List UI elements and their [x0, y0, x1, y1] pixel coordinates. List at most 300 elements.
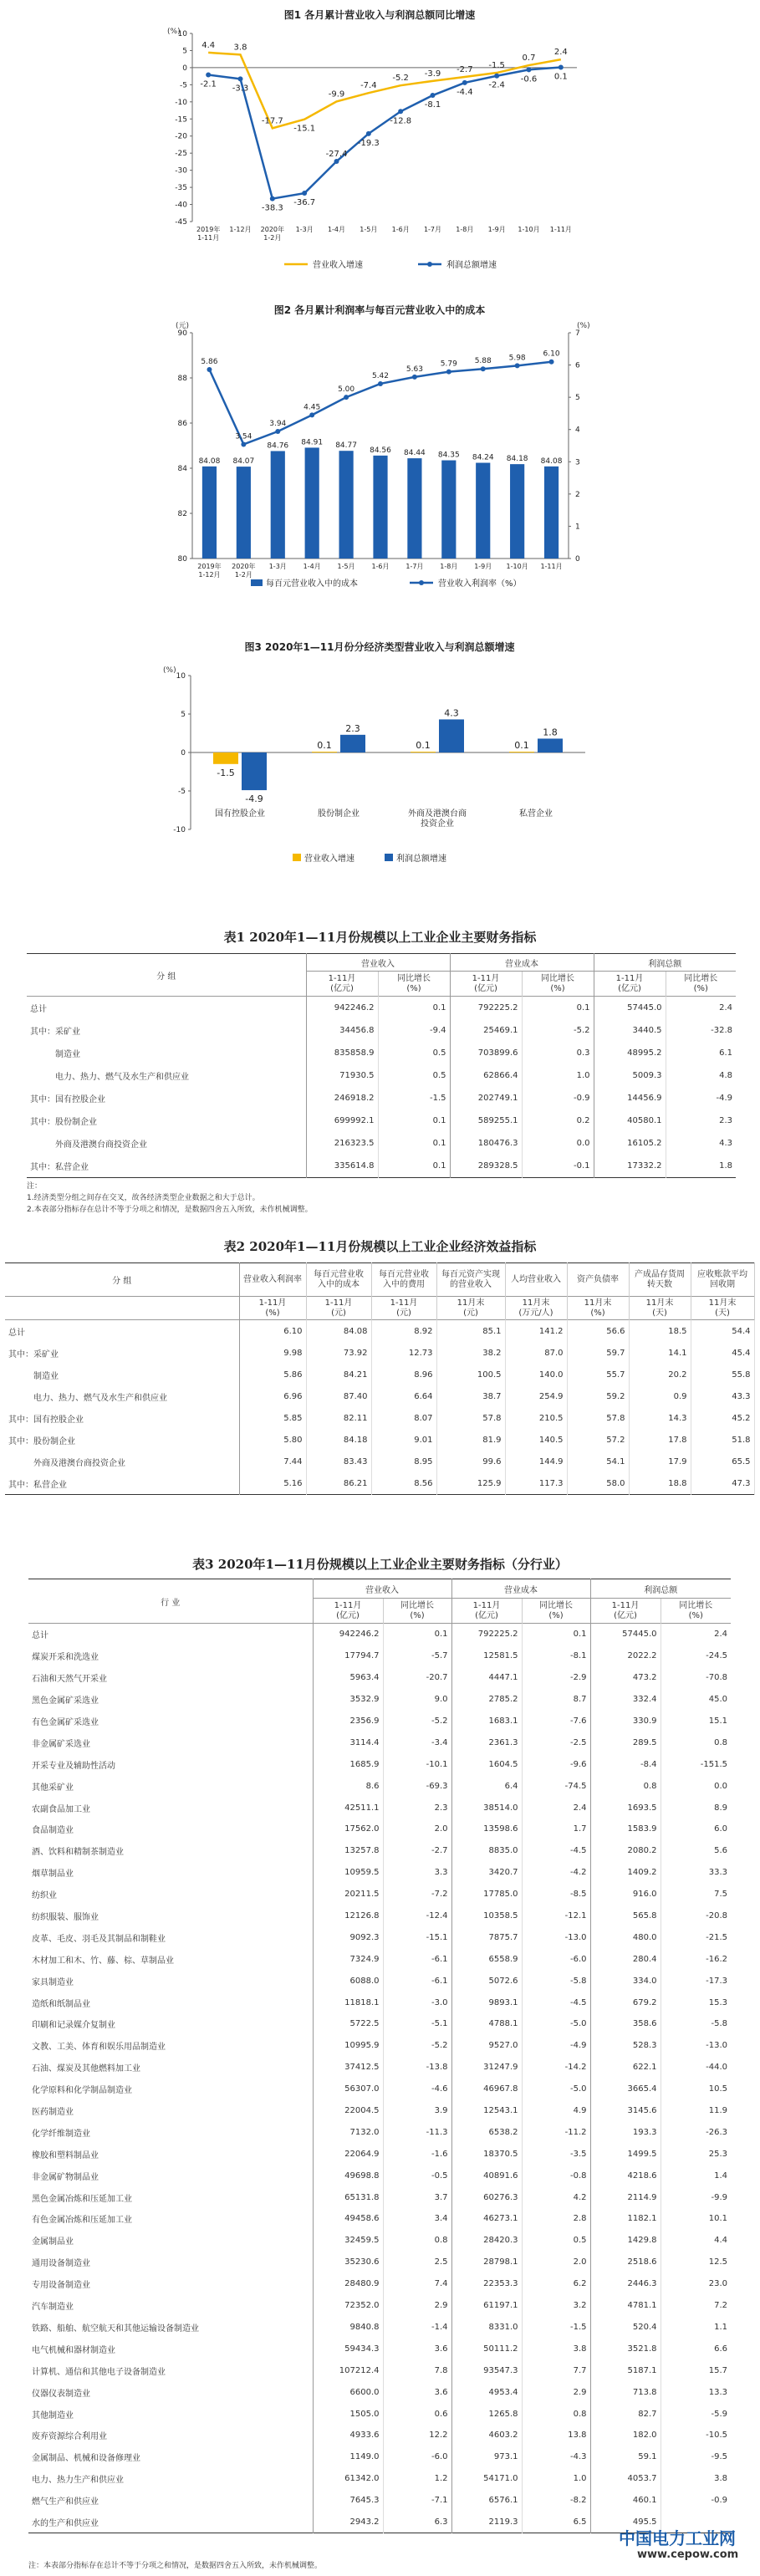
fig2-left-tick-label: 82 [177, 510, 187, 518]
row-label: 废弃资源综合利用业 [28, 2425, 313, 2446]
row-value: 61197.1 [451, 2295, 522, 2317]
row-label: 金属制品、机械和设备修理业 [28, 2446, 313, 2468]
row-value: 59.2 [567, 1385, 629, 1407]
row-label: 造纸和纸制品业 [28, 1992, 313, 2013]
row-value: 6.10 [239, 1320, 306, 1343]
fig2-margin-data-label: 5.63 [406, 365, 423, 374]
fig3-ytick-label: 10 [176, 672, 186, 681]
fig1-ytick-label: -5 [180, 81, 187, 90]
table-row [28, 2252, 731, 2273]
table-row [5, 1451, 754, 1472]
row-value: 45.4 [691, 1342, 754, 1364]
fig3-ytick-label: 0 [181, 749, 186, 757]
figure-1 [0, 0, 760, 276]
row-value: 62866.4 [450, 1064, 522, 1087]
row-value: 57445.0 [594, 997, 666, 1020]
row-value: 4.2 [522, 2186, 590, 2208]
fig2-chart [0, 284, 760, 594]
row-value: -8.2 [522, 2490, 590, 2512]
row-value: 11818.1 [313, 1992, 383, 2013]
row-value: 622.1 [590, 2057, 661, 2079]
row-label: 外商及港澳台商投资企业 [5, 1451, 239, 1472]
table-row [28, 1884, 731, 1905]
row-value: 703899.6 [450, 1042, 522, 1064]
row-value: 4.4 [714, 2236, 727, 2246]
fig2-x-label: 1-5月 [337, 563, 355, 570]
row-label: 烟草制品业 [28, 1862, 313, 1884]
fig2-margin-data-label: 5.00 [338, 385, 355, 395]
row-value: 2518.6 [590, 2252, 661, 2273]
row-value: 83.43 [306, 1451, 371, 1472]
fig1-revenue-data-label: 0.7 [522, 54, 536, 64]
row-value: 13.3 [708, 2387, 727, 2397]
table-row [28, 2317, 731, 2339]
row-value: 9.98 [239, 1342, 306, 1364]
table-row [27, 997, 736, 1020]
row-value: 84.18 [306, 1429, 371, 1451]
fig2-x-label: 1-9月 [474, 563, 492, 570]
fig1-ytick-label: 5 [182, 47, 187, 56]
row-value: 2114.9 [590, 2186, 661, 2208]
fig2-left-tick-label: 86 [177, 420, 187, 428]
row-value: -9.5 [711, 2452, 727, 2462]
row-value: 8.95 [371, 1451, 436, 1472]
table1-sub-value-header: 1-11月 (亿元) [450, 972, 522, 997]
fig1-profit-point [559, 65, 564, 70]
table3-note: 注：本表部分指标存在总计不等于分项之和情况，是数据四舍五入所致，未作机械调整。 [28, 2562, 323, 2570]
table-row [28, 2035, 731, 2057]
fig1-profit-data-label: -36.7 [293, 198, 316, 208]
table2-col-header: 人均营业收入 [505, 1263, 567, 1297]
fig3-x-label: 国有控股企业 [215, 809, 265, 819]
row-value: 6088.0 [313, 1970, 383, 1992]
fig2-margin-point [515, 363, 520, 368]
row-value: -4.5 [522, 1992, 590, 2013]
row-value: 6.4 [451, 1775, 522, 1797]
row-value: 14.1 [629, 1342, 691, 1364]
row-value: 11.9 [708, 2106, 727, 2116]
fig2-cost-bar-label: 84.08 [198, 457, 221, 466]
table1-note-line: 2.本表部分指标存在总计不等于分项之和情况，是数据四舍五入所致，未作机械调整。 [27, 1206, 313, 1214]
row-value: 792225.2 [451, 1624, 522, 1645]
row-value: 40580.1 [594, 1109, 666, 1132]
table-row [5, 1407, 754, 1429]
fig1-profit-point [494, 74, 499, 79]
table2-unit-header: 11月末 (天) [691, 1297, 754, 1320]
row-value: 3.7 [383, 2186, 451, 2208]
row-value: -3.0 [383, 1992, 451, 2013]
row-label: 其中：私营企业 [27, 1155, 306, 1178]
fig1-title: 图1 各月累计营业收入与利润总额同比增速 [283, 9, 476, 21]
row-value: 45.0 [708, 1695, 727, 1705]
table-row [28, 1711, 731, 1732]
row-label: 制造业 [27, 1042, 306, 1064]
row-label: 黑色金属矿采选业 [28, 1689, 313, 1711]
legend-cost-swatch [251, 579, 263, 586]
row-value: 7.44 [239, 1451, 306, 1472]
table-row [28, 1948, 731, 1970]
table-row [28, 1905, 731, 1927]
row-value: -8.5 [522, 1884, 590, 1905]
fig3-revenue-data-label: 0.1 [416, 740, 431, 752]
row-value: 17562.0 [313, 1819, 383, 1840]
table2-col-header: 每百元资产实现的营业收入 [436, 1263, 505, 1297]
row-value: 2080.2 [590, 1840, 661, 1862]
legend-profit-marker [427, 262, 432, 267]
row-value: 84.08 [306, 1320, 371, 1343]
fig1-ytick-label: -20 [175, 132, 187, 141]
row-value: -17.3 [706, 1976, 727, 1986]
fig2-x-label: 2020年 1-2月 [232, 563, 256, 579]
fig2-margin-data-label: 3.94 [269, 420, 287, 429]
row-value: -11.2 [522, 2121, 590, 2143]
table-row [27, 1064, 736, 1087]
row-label: 外商及港澳台商投资企业 [27, 1132, 306, 1155]
fig2-margin-point [446, 370, 451, 375]
legend3-revenue-swatch [293, 854, 301, 861]
fig2-margin-point [344, 395, 349, 400]
fig2-margin-data-label: 5.42 [371, 371, 390, 380]
table-row [28, 2208, 731, 2230]
row-label: 橡胶和塑料制品业 [28, 2143, 313, 2165]
row-value: -0.9 [522, 1087, 594, 1109]
row-value: 1.0 [522, 2468, 590, 2490]
row-value: 6600.0 [313, 2381, 383, 2403]
row-value: 15.1 [708, 1716, 727, 1726]
row-value: -7.2 [383, 1884, 451, 1905]
row-value: 9840.8 [313, 2317, 383, 2339]
fig2-left-tick-label: 88 [177, 375, 187, 383]
row-value: 93547.3 [451, 2359, 522, 2381]
fig1-ytick-label: -15 [175, 115, 187, 125]
row-value: 34456.8 [306, 1019, 378, 1042]
fig2-x-label: 1-10月 [506, 563, 528, 570]
table-row [28, 1797, 731, 1819]
row-value: 65.5 [691, 1451, 754, 1472]
fig1-ytick-label: -45 [175, 218, 187, 227]
fig2-margin-point [241, 441, 246, 446]
row-value: -0.1 [522, 1155, 594, 1178]
fig3-x-label: 外商及港澳台商投资企业 [408, 809, 467, 829]
fig1-revenue-data-label: -1.5 [488, 61, 505, 71]
row-value: 0.1 [378, 1132, 450, 1155]
row-label: 纺织业 [28, 1884, 313, 1905]
row-value: 216323.5 [306, 1132, 378, 1155]
row-label: 开采专业及辅助性活动 [28, 1753, 313, 1775]
table2-unit-header: 1-11月 (%) [239, 1297, 306, 1320]
row-value: 45.2 [691, 1407, 754, 1429]
row-value: 18.8 [629, 1472, 691, 1495]
row-value: 10995.9 [313, 2035, 383, 2057]
table-row [28, 2100, 731, 2122]
fig2-margin-point [207, 367, 212, 372]
row-label: 农副食品加工业 [28, 1797, 313, 1819]
row-label: 其中：国有控股企业 [5, 1407, 239, 1429]
row-value: 28420.3 [451, 2230, 522, 2252]
fig2-left-tick-label: 80 [177, 555, 187, 564]
row-value: 57.2 [567, 1429, 629, 1451]
row-value: 28480.9 [313, 2273, 383, 2295]
fig2-x-label: 1-3月 [268, 563, 287, 570]
row-value: 289328.5 [450, 1155, 522, 1178]
row-value: 100.5 [436, 1364, 505, 1385]
legend3-profit-label: 利润总额增速 [396, 854, 446, 864]
table2-group-header: 分 组 [5, 1263, 239, 1297]
table-row [28, 2446, 731, 2468]
fig1-x-label: 1-8月 [456, 226, 474, 233]
row-value: 2.4 [714, 1630, 727, 1640]
row-value: 5722.5 [313, 2013, 383, 2035]
row-value: 8.9 [714, 1803, 727, 1813]
table2-unit-header: 11月末 (万元/人) [505, 1297, 567, 1320]
row-value: -21.5 [706, 1932, 727, 1942]
row-value: 699992.1 [306, 1109, 378, 1132]
table1-cost-header: 营业成本 [450, 954, 594, 972]
row-value: 180476.3 [450, 1132, 522, 1155]
fig1-ytick-label: 10 [177, 30, 187, 38]
row-value: 82.7 [590, 2403, 661, 2425]
row-value: 59.1 [590, 2446, 661, 2468]
table-row [28, 2359, 731, 2381]
row-value: 1583.9 [590, 1819, 661, 1840]
fig2-cost-bar [476, 463, 490, 559]
row-value: -8.4 [590, 1753, 661, 1775]
row-value: 59.7 [567, 1342, 629, 1364]
row-value: 5072.6 [451, 1970, 522, 1992]
row-value: 8.92 [371, 1320, 436, 1343]
table-row [28, 2121, 731, 2143]
row-value: 2.9 [522, 2381, 590, 2403]
table-row [27, 1109, 736, 1132]
table-row [28, 1862, 731, 1884]
row-value: 4603.2 [451, 2425, 522, 2446]
row-value: -4.5 [522, 1840, 590, 1862]
table2 [5, 1262, 755, 1495]
fig3-chart [0, 602, 760, 870]
row-value: 1.2 [383, 2468, 451, 2490]
fig1-revenue-data-label: -7.4 [360, 81, 377, 91]
row-value: 5187.1 [590, 2359, 661, 2381]
table2-unit-header: 11月末 (天) [629, 1297, 691, 1320]
row-value: 50111.2 [451, 2338, 522, 2359]
fig3-title: 图3 2020年1—11月份分经济类型营业收入与利润总额增速 [244, 641, 515, 653]
row-value: -14.2 [522, 2057, 590, 2079]
table2-unit-header: 11月末 (元) [436, 1297, 505, 1320]
row-value: 3.3 [383, 1862, 451, 1884]
fig2-cost-bar-label: 84.24 [472, 453, 494, 462]
table-row [27, 1155, 736, 1178]
row-value: 0.1 [522, 997, 594, 1020]
row-value: 141.2 [505, 1320, 567, 1343]
row-label: 燃气生产和供应业 [28, 2490, 313, 2512]
row-label: 木材加工和木、竹、藤、棕、草制品业 [28, 1948, 313, 1970]
table3-sub-growth-header: 同比增长 (%) [679, 1600, 713, 1620]
row-value: -8.1 [522, 1645, 590, 1667]
watermark-url[interactable]: www.cepow.com [637, 2548, 739, 2561]
row-value: -1.6 [383, 2143, 451, 2165]
row-value: 10959.5 [313, 1862, 383, 1884]
row-value: -2.5 [522, 1732, 590, 1753]
row-value: 37412.5 [313, 2057, 383, 2079]
table2-unit-header: 1-11月 (元) [306, 1297, 371, 1320]
row-value: 72352.0 [313, 2295, 383, 2317]
row-value: 42511.1 [313, 1797, 383, 1819]
row-value: -6.1 [383, 1948, 451, 1970]
row-value: 0.8 [590, 1775, 661, 1797]
row-value: -0.8 [522, 2165, 590, 2186]
table3-sub-growth-header: 同比增长 (%) [522, 1599, 590, 1624]
row-value: 54171.0 [451, 2468, 522, 2490]
row-value: -13.0 [706, 2041, 727, 2051]
row-value: 23.0 [708, 2279, 727, 2289]
table1 [27, 953, 736, 1178]
row-value: -5.7 [383, 1645, 451, 1667]
row-value: 528.3 [590, 2035, 661, 2057]
fig1-profit-data-label: -38.3 [261, 203, 283, 213]
row-label: 总计 [5, 1320, 239, 1343]
row-value: -1.5 [378, 1087, 450, 1109]
figure-3 [0, 602, 760, 870]
fig2-right-tick-label: 2 [575, 490, 580, 499]
fig2-cost-bar-label: 84.08 [540, 457, 563, 466]
row-value: 202749.1 [450, 1087, 522, 1109]
fig1-x-label: 1-12月 [229, 226, 252, 233]
fig2-cost-bar-label: 84.77 [335, 441, 357, 451]
fig1-ytick-label: -10 [175, 98, 187, 107]
row-value: 22004.5 [313, 2100, 383, 2122]
fig2-legend [251, 578, 522, 589]
row-value: 65131.8 [313, 2186, 383, 2208]
row-value: 0.1 [383, 1624, 451, 1645]
row-value: -6.0 [522, 1948, 590, 1970]
fig1-x-label: 1-4月 [327, 226, 346, 233]
row-label: 石油、煤炭及其他燃料加工业 [28, 2057, 313, 2079]
fig2-right-tick-label: 0 [575, 555, 580, 564]
row-value: -20.8 [706, 1911, 727, 1921]
fig1-chart [0, 0, 760, 276]
table1-notes [27, 1181, 313, 1216]
row-value: -4.2 [522, 1862, 590, 1884]
row-value: 57.8 [436, 1407, 505, 1429]
table-row [28, 1840, 731, 1862]
fig1-profit-data-label: 0.1 [553, 72, 568, 82]
row-value: 7324.9 [313, 1948, 383, 1970]
table1-note-line: 注： [27, 1182, 43, 1191]
row-value: -44.0 [706, 2063, 727, 2073]
fig2-cost-bar-label: 84.44 [404, 449, 426, 458]
row-value: 473.2 [590, 1667, 661, 1689]
fig1-profit-point [270, 196, 275, 201]
figure-2 [0, 284, 760, 594]
row-label: 石油和天然气开采业 [28, 1667, 313, 1689]
row-value: 1499.5 [590, 2143, 661, 2165]
table-row [28, 2057, 731, 2079]
table-row [28, 2013, 731, 2035]
fig2-cost-bar [271, 451, 285, 559]
row-value: 193.3 [590, 2121, 661, 2143]
row-value: 1693.5 [590, 1797, 661, 1819]
row-value: 480.0 [590, 1926, 661, 1948]
table2-unit-header: 11月末 (%) [567, 1297, 629, 1320]
table2-col-header: 每百元营业收入中的费用 [371, 1263, 436, 1297]
fig1-profit-point [334, 159, 339, 164]
row-value: 12543.1 [451, 2100, 522, 2122]
row-value: 280.4 [590, 1948, 661, 1970]
row-value: 0.1 [378, 1109, 450, 1132]
row-label: 其中：股份制企业 [5, 1429, 239, 1451]
fig3-profit-data-label: -4.9 [245, 793, 263, 805]
row-label: 食品制造业 [28, 1819, 313, 1840]
row-value: 7645.3 [313, 2490, 383, 2512]
fig2-right-tick-label: 7 [575, 329, 580, 338]
fig2-cost-bar [441, 461, 456, 559]
row-label: 其他制造业 [28, 2403, 313, 2425]
row-label: 电力、热力生产和供应业 [28, 2468, 313, 2490]
row-value: 8331.0 [451, 2317, 522, 2339]
table-row [28, 1926, 731, 1948]
fig2-left-tick-label: 84 [177, 465, 187, 473]
fig3-profit-bar [439, 719, 464, 752]
fig3-ytick-label: -5 [178, 788, 186, 796]
fig2-cost-bar-label: 84.18 [506, 455, 528, 464]
row-value: 5963.4 [313, 1667, 383, 1689]
table-row [28, 1819, 731, 1840]
fig2-margin-point [549, 360, 554, 365]
row-value: 0.6 [383, 2403, 451, 2425]
table3-sub-value-header: 1-11月 (亿元) [313, 1599, 383, 1624]
fig2-margin-data-label: 5.86 [201, 357, 218, 366]
row-value: 49458.6 [313, 2208, 383, 2230]
fig1-x-label: 1-3月 [295, 226, 314, 233]
row-label: 其中：国有控股企业 [27, 1087, 306, 1109]
fig2-cost-bar [202, 467, 217, 559]
row-value: 1.4 [714, 2170, 727, 2181]
row-value: 1.1 [714, 2322, 727, 2332]
fig1-profit-data-label: -12.8 [390, 116, 412, 126]
row-value: 0.0 [714, 1781, 727, 1791]
table-row [28, 2468, 731, 2490]
legend-cost-label: 每百元营业收入中的成本 [266, 579, 358, 589]
row-value: -24.5 [706, 1651, 727, 1661]
row-value: -0.9 [711, 2496, 727, 2506]
row-value: -2.7 [383, 1840, 451, 1862]
fig1-profit-point [527, 67, 532, 72]
row-label: 医药制造业 [28, 2100, 313, 2122]
fig2-x-label: 1-6月 [371, 563, 390, 570]
row-value: 6.6 [714, 2344, 727, 2354]
row-value: 9092.3 [313, 1926, 383, 1948]
fig2-margin-data-label: 6.10 [543, 349, 560, 359]
table3-sub-value-header: 1-11月 (亿元) [590, 1599, 661, 1624]
fig1-x-label: 1-7月 [423, 226, 442, 233]
table-row [27, 1087, 736, 1109]
row-value: 6.0 [714, 1824, 727, 1834]
fig2-margin-point [481, 366, 486, 371]
fig2-right-tick-label: 4 [575, 426, 580, 435]
row-value: -5.9 [711, 2409, 727, 2419]
row-value: -13.8 [383, 2057, 451, 2079]
row-value: 31247.9 [451, 2057, 522, 2079]
table-row [28, 2381, 731, 2403]
row-value: 15.3 [708, 1997, 727, 2007]
fig1-ytick-label: 0 [182, 64, 187, 73]
fig1-x-label: 2019年 1-11月 [196, 226, 221, 242]
table3 [28, 1579, 731, 2533]
table-row [28, 1689, 731, 1711]
fig3-profit-data-label: 1.8 [543, 727, 558, 738]
fig2-x-label: 1-4月 [303, 563, 321, 570]
row-value: 46273.1 [451, 2208, 522, 2230]
